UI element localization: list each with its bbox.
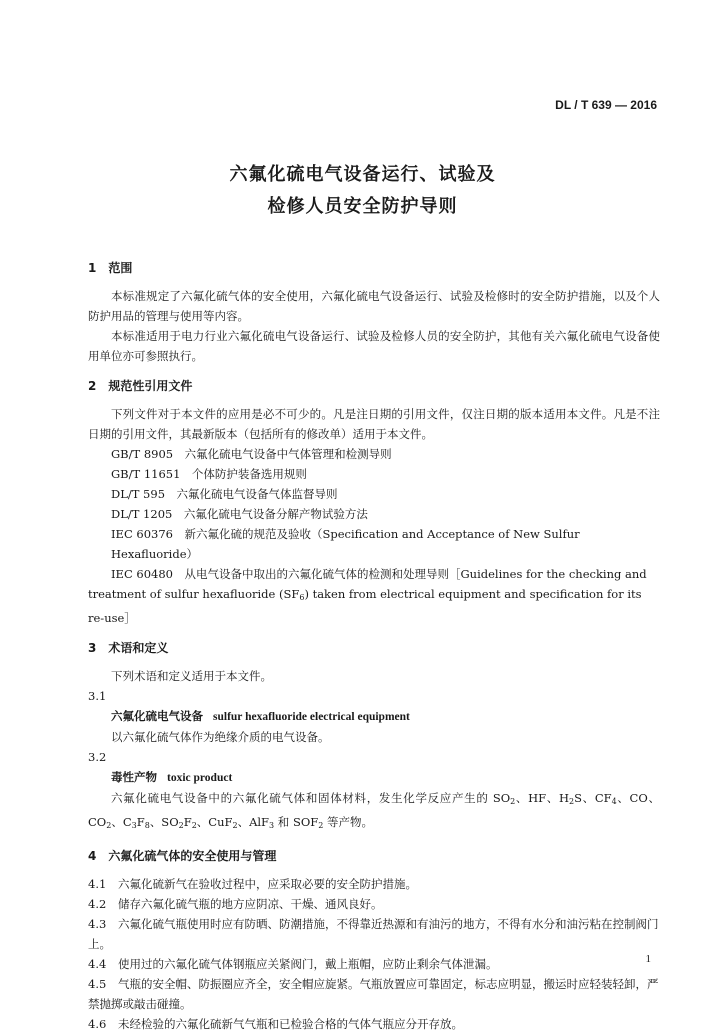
section-3-heading: 3 术语和定义 bbox=[88, 641, 169, 655]
document-title-line2: 检修人员安全防护导则 bbox=[267, 196, 458, 217]
term-definition: 以六氟化硫气体作为绝缘介质的电气设备。 bbox=[111, 730, 330, 744]
section-1-paragraph-1: 本标准规定了六氟化硫气体的安全使用，六氟化硫电气设备运行、试验及检修时的安全防护措施，以及个人防护用品的管理与使用等内容。 bbox=[88, 289, 660, 323]
section-1-heading: 1 范围 bbox=[88, 261, 133, 275]
reference-item-iec60480: IEC 60480 从电气设备中取出的六氟化硫气体的检测和处理导则［Guidelines for the checking and treatment of sulfur hexafluoride $(SF_6)$ taken from electrical equipment and specification for its re-use］ bbox=[88, 567, 647, 625]
clause-item: 4.1 六氟化硫新气在验收过程中，应采取必要的安全防护措施。 bbox=[88, 877, 417, 891]
term-number: 3.2 bbox=[88, 750, 107, 764]
reference-item: DL/T 1205 六氟化硫电气设备分解产物试验方法 bbox=[111, 507, 368, 521]
clause-item: 4.6 未经检验的六氟化硫新气气瓶和已检验合格的气体气瓶应分开存放。 bbox=[88, 1017, 463, 1031]
section-2-intro: 下列文件对于本文件的应用是必不可少的。凡是注日期的引用文件，仅注日期的版本适用本文件。凡是不注日期的引用文件，其最新版本（包括所有的修改单）适用于本文件。 bbox=[88, 407, 660, 441]
clause-item: 4.5 气瓶的安全帽、防振圈应齐全，安全帽应旋紧。气瓶放置应可靠固定，标志应明显，搬运时应轻装轻卸，严禁抛掷或敲击碰撞。 bbox=[88, 977, 659, 1011]
reference-item: GB/T 8905 六氟化硫电气设备中气体管理和检测导则 bbox=[111, 447, 392, 461]
term-title: 毒性产物 toxic product bbox=[111, 770, 233, 784]
clause-item: 4.4 使用过的六氟化硫气体钢瓶应关紧阀门，戴上瓶帽，应防止剩余气体泄漏。 bbox=[88, 957, 498, 971]
clause-item: 4.3 六氟化硫气瓶使用时应有防晒、防潮措施，不得靠近热源和有油污的地方，不得有水分和油污粘在控制阀门上。 bbox=[88, 917, 659, 951]
section-4-heading: 4 六氟化硫气体的安全使用与管理 bbox=[88, 849, 277, 863]
reference-item: IEC 60376 新六氟化硫的规范及验收（Specification and Acceptance of New Sulfur Hexafluoride） bbox=[111, 527, 580, 561]
term-number: 3.1 bbox=[88, 689, 107, 703]
reference-item: DL/T 595 六氟化硫电气设备气体监督导则 bbox=[111, 487, 338, 501]
section-2-heading: 2 规范性引用文件 bbox=[88, 379, 193, 393]
document-body bbox=[88, 258, 660, 1034]
page-number: 1 bbox=[645, 953, 651, 965]
document-title-line1: 六氟化硫电气设备运行、试验及 bbox=[229, 164, 496, 185]
section-3-intro: 下列术语和定义适用于本文件。 bbox=[111, 669, 272, 683]
section-1-paragraph-2: 本标准适用于电力行业六氟化硫电气设备运行、试验及检修人员的安全防护，其他有关六氟化硫电气设备使用单位亦可参照执行。 bbox=[88, 329, 660, 363]
clause-item: 4.2 储存六氟化硫气瓶的地方应阴凉、干燥、通风良好。 bbox=[88, 897, 383, 911]
term-definition-toxic-product: 六氟化硫电气设备中的六氟化硫气体和固体材料，发生化学反应产生的 $SO_2$、HF、$H_2S$、$CF_4$、CO、$CO_2$、$C_3F_8$、$SO_2F_2$、CuF$_2$、AlF$_3$ 和 $SOF_2$ 等产物。 bbox=[88, 791, 660, 830]
reference-item: GB/T 11651 个体防护装备选用规则 bbox=[111, 467, 307, 481]
term-title: 六氟化硫电气设备 sulfur hexafluoride electrical equipment bbox=[111, 709, 410, 723]
standard-number: DL / T 639 — 2016 bbox=[555, 98, 657, 112]
